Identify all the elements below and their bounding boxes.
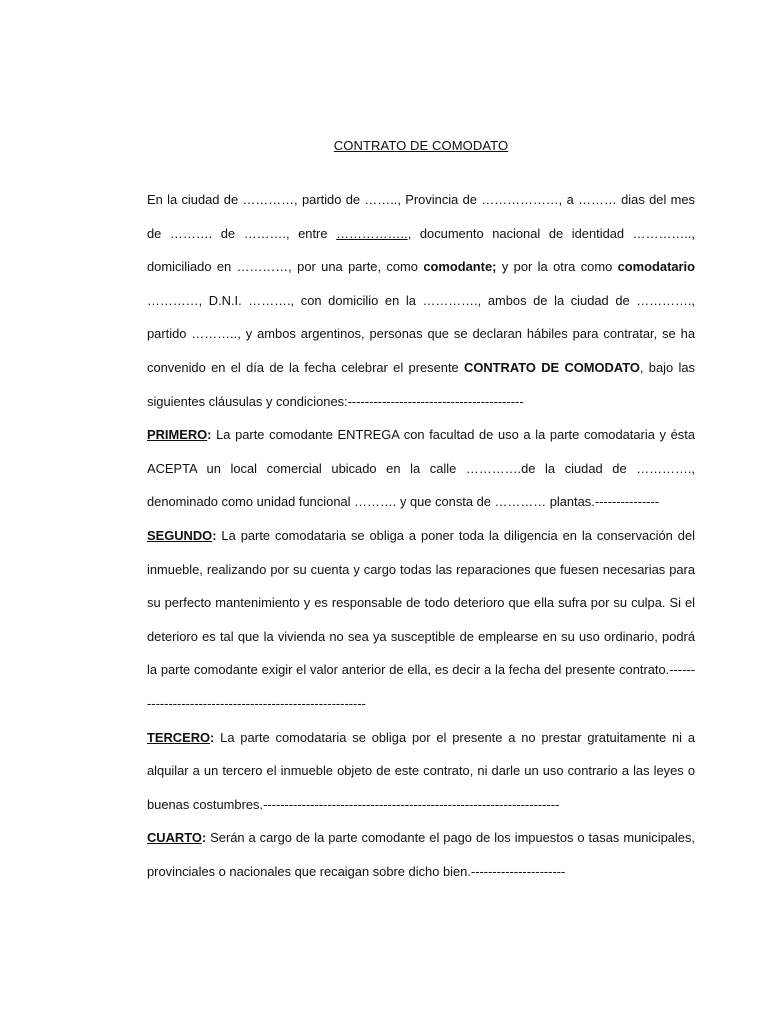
- clause-segundo: [147, 519, 695, 721]
- blank-name-underlined: ……………..: [336, 225, 408, 241]
- clause-primero: [147, 418, 695, 519]
- clause-heading-segundo: SEGUNDO: [147, 527, 213, 543]
- intro-text-3: y por la otra como: [496, 259, 618, 275]
- clause-heading-tercero: TERCERO: [147, 729, 211, 745]
- clause-text-primero: La parte comodante ENTREGA con facultad de uso a la parte comodataria y ésta ACEPTA un local comercial ubicado en la calle ………….de la ciudad de …………., denominado como unidad funcional ………. y que consta de ………… plantas.---------------: [147, 427, 695, 510]
- clause-text-tercero: La parte comodataria se obliga por el presente a no prestar gratuitamente ni a alquilar a un tercero el inmueble objeto de este contrato, ni darle un uso contrario a las leyes o buenas costumbres.---------------------------------------------------------------------: [147, 729, 695, 812]
- clause-text-segundo: La parte comodataria se obliga a poner toda la diligencia en la conservación del inmueble, realizando por su cuenta y cargo todas las reparaciones que fuesen necesarias para su perfecto mantenimiento y es responsable de todo deterioro que ella sufra por su culpa. Si el deterioro es tal que la vivienda no sea ya susceptible de emplearse en su uso ordinario, podrá la parte comodante exigir el valor anterior de ella, es decir a la fecha del presente contrato.---------------------------------------------------------: [147, 527, 695, 711]
- intro-text-4: …………, D.N.I. ………., con domicilio en la …………., ambos de la ciudad de …………., partido ……….., y ambos argentinos, personas que se declaran hábiles para contratar, se ha convenido en el día de la fecha celebrar el presente: [147, 292, 695, 375]
- intro-text-5: , bajo las siguientes cláusulas y condiciones:-----------------------------------------: [147, 359, 695, 409]
- comodatario-label: comodatario: [617, 259, 695, 275]
- clause-tercero: [147, 721, 695, 822]
- clause-colon: :: [210, 729, 215, 745]
- intro-text-1: En la ciudad de …………, partido de …….., Provincia de ………………, a ……… dias del mes de ………. de ………., entre: [147, 192, 695, 241]
- clause-heading-primero: PRIMERO: [147, 427, 208, 443]
- contract-label: CONTRATO DE COMODATO: [464, 359, 640, 375]
- clause-cuarto: [147, 821, 695, 888]
- clause-colon: :: [201, 830, 207, 846]
- clause-text-cuarto: Serán a cargo de la parte comodante el pago de los impuestos o tasas municipales, provinciales o nacionales que recaigan sobre dicho bien.----------------------: [147, 830, 695, 879]
- comodante-label: comodante;: [423, 259, 497, 275]
- intro-paragraph: [147, 183, 695, 418]
- clause-colon: :: [212, 527, 217, 543]
- clause-heading-cuarto: CUARTO: [147, 830, 202, 846]
- clause-colon: :: [207, 427, 212, 443]
- document-body: [147, 183, 695, 888]
- intro-text-2: , documento nacional de identidad ………….., domiciliado en …………, por una parte, como: [147, 225, 695, 275]
- document-title: CONTRATO DE COMODATO: [333, 138, 509, 153]
